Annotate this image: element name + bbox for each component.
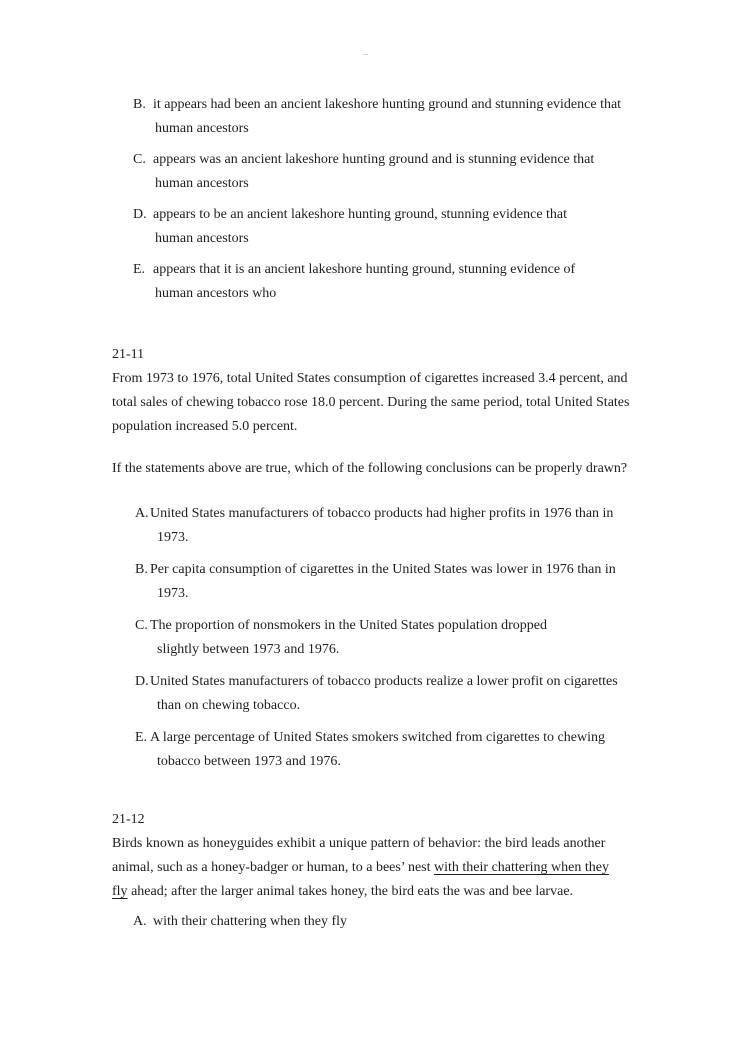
passage-line bbox=[112, 856, 643, 880]
option-letter: E. bbox=[135, 730, 148, 745]
answer-option bbox=[112, 203, 643, 251]
option-letter: D. bbox=[135, 674, 149, 689]
passage-line bbox=[112, 832, 643, 856]
question-21-12-options bbox=[112, 910, 643, 934]
option-text-line: with their chattering when they fly bbox=[153, 914, 347, 929]
option-text-line: Per capita consumption of cigarettes in the United States was lower in 1976 than in bbox=[150, 562, 616, 577]
question-21-11 bbox=[112, 343, 643, 774]
option-text-line: human ancestors who bbox=[155, 286, 277, 301]
option-text-line: United States manufacturers of tobacco products had higher profits in 1976 than in bbox=[150, 506, 614, 521]
stimulus-paragraph bbox=[112, 367, 643, 439]
option-letter: E. bbox=[133, 262, 146, 277]
answer-option bbox=[112, 148, 643, 196]
question-21-10-options bbox=[112, 93, 643, 306]
passage-text: Birds known as honeyguides exhibit a unique pattern of behavior: the bird leads another bbox=[112, 836, 606, 851]
paragraph-line: From 1973 to 1976, total United States consumption of cigarettes increased 3.4 percent, and bbox=[112, 371, 628, 386]
option-text-line: 1973. bbox=[157, 586, 189, 601]
option-letter: C. bbox=[135, 618, 148, 633]
option-text-line: human ancestors bbox=[155, 176, 249, 191]
passage-text: ahead; after the larger animal takes honey, the bird eats the was and bee larvae. bbox=[127, 884, 574, 899]
option-text-line: slightly between 1973 and 1976. bbox=[157, 642, 340, 657]
underlined-text: fly bbox=[112, 884, 128, 899]
option-text-line: A large percentage of United States smokers switched from cigarettes to chewing bbox=[150, 730, 605, 745]
option-letter: C. bbox=[133, 152, 146, 167]
answer-option bbox=[112, 726, 643, 774]
option-text-line: The proportion of nonsmokers in the United States population dropped bbox=[150, 618, 547, 633]
option-text-line: appears to be an ancient lakeshore hunting ground, stunning evidence that bbox=[153, 207, 568, 222]
page-header-mark: – bbox=[363, 49, 368, 60]
option-letter: B. bbox=[133, 97, 146, 112]
option-letter: D. bbox=[133, 207, 147, 222]
answer-option bbox=[112, 670, 643, 718]
paragraph-line: total sales of chewing tobacco rose 18.0 percent. During the same period, total United States bbox=[112, 395, 630, 410]
passage-line bbox=[112, 880, 643, 904]
option-text-line: appears was an ancient lakeshore hunting ground and is stunning evidence that bbox=[153, 152, 595, 167]
passage-paragraph bbox=[112, 832, 643, 904]
answer-option bbox=[112, 558, 643, 606]
option-text-line: appears that it is an ancient lakeshore hunting ground, stunning evidence of bbox=[153, 262, 576, 277]
option-text-line: human ancestors bbox=[155, 231, 249, 246]
option-letter: A. bbox=[133, 914, 147, 929]
answer-option bbox=[112, 502, 643, 550]
option-letter: A. bbox=[135, 506, 149, 521]
option-text-line: it appears had been an ancient lakeshore hunting ground and stunning evidence that bbox=[153, 97, 622, 112]
answer-option bbox=[112, 258, 643, 306]
paragraph-line: population increased 5.0 percent. bbox=[112, 419, 298, 434]
answer-option bbox=[112, 910, 643, 934]
option-text-line: than on chewing tobacco. bbox=[157, 698, 301, 713]
underlined-text: with their chattering when they bbox=[434, 860, 609, 875]
question-number: 21-11 bbox=[112, 347, 145, 362]
option-text-line: human ancestors bbox=[155, 121, 249, 136]
option-text-line: United States manufacturers of tobacco products realize a lower profit on cigarettes bbox=[150, 674, 618, 689]
question-21-12 bbox=[112, 808, 643, 934]
option-text-line: 1973. bbox=[157, 530, 189, 545]
answer-option bbox=[112, 93, 643, 141]
question-prompt: If the statements above are true, which of the following conclusions can be properly drawn? bbox=[112, 461, 628, 476]
option-letter: B. bbox=[135, 562, 148, 577]
answer-option bbox=[112, 614, 643, 662]
question-21-11-options bbox=[112, 502, 643, 774]
question-number: 21-12 bbox=[112, 812, 145, 827]
option-text-line: tobacco between 1973 and 1976. bbox=[157, 754, 341, 769]
passage-text: animal, such as a honey-badger or human, to a bees’ nest bbox=[112, 860, 435, 875]
